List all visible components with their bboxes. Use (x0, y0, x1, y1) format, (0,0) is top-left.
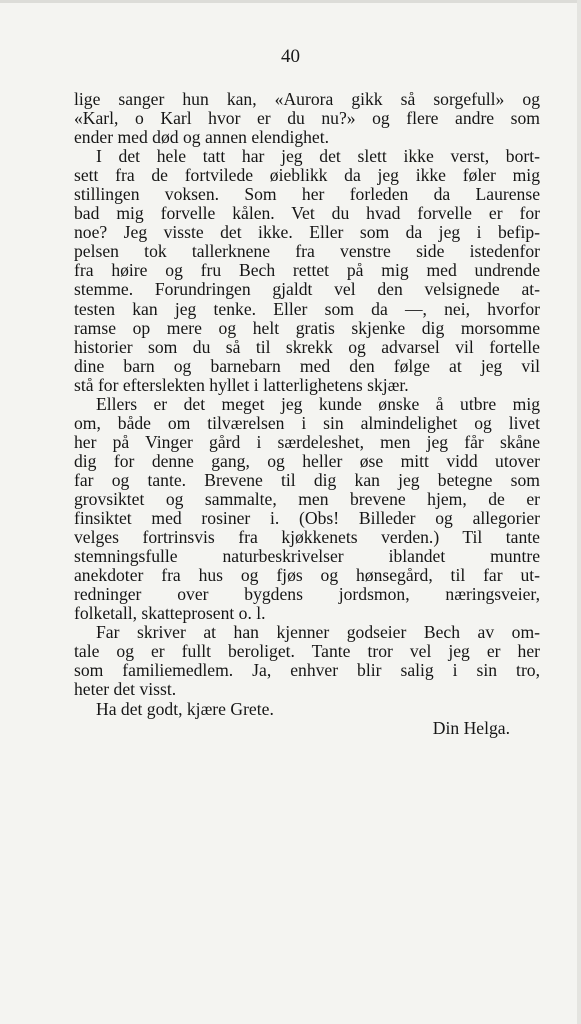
text-line: «Karl, o Karl hvor er du nu?» og flere andre som (74, 108, 540, 129)
text-line: Far skriver at han kjenner godseier Bech av om- (96, 622, 540, 643)
text-line: bad mig forvelle kålen. Vet du hvad forvelle er for (74, 203, 540, 224)
text-line: stemme. Forundringen gjaldt vel den velsignede at- (74, 279, 540, 300)
text-line: pelsen tok tallerknene fra venstre side istedenfor (74, 241, 540, 262)
text-line: far og tante. Brevene til dig kan jeg betegne som (74, 469, 540, 490)
page-right-edge (577, 0, 581, 1024)
page-number: 40 (281, 46, 300, 67)
text-line: ramse op mere og helt gratis skjenke dig morsomme (74, 317, 540, 338)
text-line: I det hele tatt har jeg det slett ikke verst, bort- (96, 146, 540, 167)
text-line: tale og er fullt beroliget. Tante tror vel jeg er her (74, 641, 540, 662)
text-line: sett fra de fortvilede øieblikk da jeg ikke føler mig (74, 165, 540, 186)
text-line: stå for efterslekten hyllet i latterlighetens skjær. (74, 374, 409, 395)
text-line: velges fortrinsvis fra kjøkkenets verden.) Til tante (74, 527, 540, 548)
text-line: dine barn og barnebarn med den følge at jeg vil (74, 355, 540, 376)
text-line: folketall, skatteprosent o. l. (74, 603, 266, 624)
text-line: finsiktet med rosiner i. (Obs! Billeder og allegorier (74, 508, 540, 529)
text-line: redninger over bygdens jordsmon, næringsveier, (74, 584, 540, 605)
text-line: stemningsfulle naturbeskrivelser iblandet muntre (74, 546, 540, 567)
text-line: her på Vinger gård i særdeleshet, men jeg får skåne (74, 431, 540, 452)
text-line: historier som du så til skrekk og advarsel vil fortelle (74, 336, 540, 357)
text-line: testen kan jeg tenke. Eller som da —, nei, hvorfor (74, 298, 540, 319)
text-line: fra høire og fru Bech rettet på mig med undrende (74, 260, 540, 281)
text-line: heter det visst. (74, 679, 177, 700)
text-line: Ha det godt, kjære Grete. (96, 698, 274, 719)
text-line: dig for denne gang, og heller øse mitt vidd utover (74, 450, 540, 471)
text-line: som familiemedlem. Ja, enhver blir salig i sin tro, (74, 660, 540, 681)
text-line: anekdoter fra hus og fjøs og hønsegård, til far ut- (74, 565, 540, 586)
text-line: Ellers er det meget jeg kunde ønske å utbre mig (96, 393, 540, 414)
page-top-edge (0, 0, 581, 3)
text-line: ender med død og annen elendighet. (74, 127, 330, 148)
signature: Din Helga. (432, 717, 510, 738)
text-line: noe? Jeg visste det ikke. Eller som da jeg i befip- (74, 222, 540, 243)
text-line: stillingen voksen. Som her forleden da Laurense (74, 184, 540, 205)
body-text (74, 90, 540, 738)
text-line: om, både om tilværelsen i sin almindelighet og livet (74, 412, 540, 433)
text-line: grovsiktet og sammalte, men brevene hjem, de er (74, 488, 540, 509)
text-line: lige sanger hun kan, «Aurora gikk så sorgefull» og (74, 89, 540, 109)
